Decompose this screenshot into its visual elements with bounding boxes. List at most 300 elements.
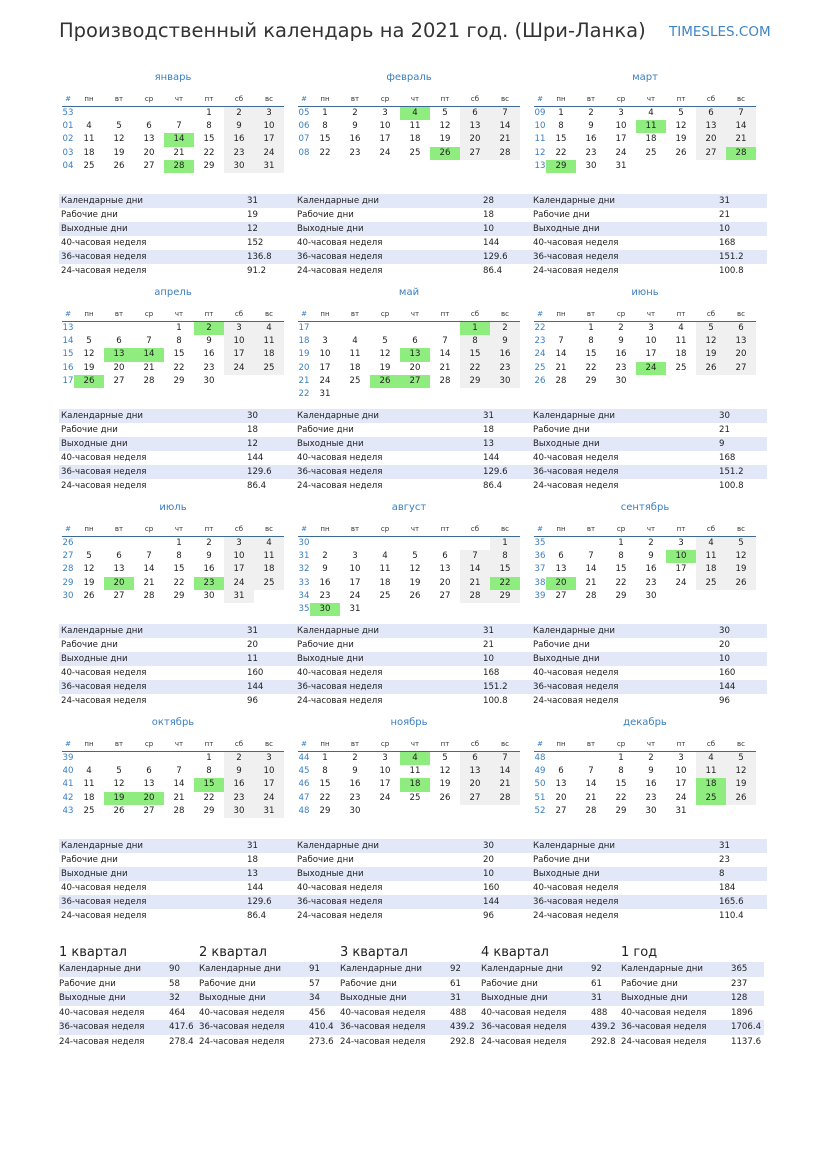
quarter-value: 31 — [450, 991, 483, 1006]
month-stats — [531, 839, 767, 923]
quarter-value: 1896 — [731, 1006, 764, 1021]
stat-row — [531, 839, 767, 853]
day-cell: 4 — [400, 752, 430, 766]
quarter-row — [481, 1006, 624, 1021]
week-number: 27 — [62, 551, 74, 562]
stat-value: 110.4 — [717, 909, 767, 923]
quarter-label: Календарные дни — [340, 962, 450, 977]
stat-row — [295, 895, 531, 909]
stat-label: 40-часовая неделя — [531, 881, 717, 895]
day-cell: 2 — [490, 322, 520, 336]
week-row — [534, 133, 756, 146]
weekday-header: ср — [606, 523, 636, 537]
quarter-label: Рабочие дни — [340, 977, 450, 992]
stat-value: 10 — [717, 652, 767, 666]
day-cell: 10 — [319, 349, 331, 360]
day-cell: 11 — [349, 349, 361, 360]
stat-row — [59, 652, 295, 666]
month-name: декабрь — [623, 717, 667, 728]
week-number: 13 — [62, 323, 74, 334]
day-cell: 28 — [173, 805, 185, 816]
stat-label: Рабочие дни — [59, 208, 245, 222]
week-number: 03 — [62, 147, 74, 158]
quarter-row — [481, 977, 624, 992]
day-cell: 17 — [349, 577, 361, 588]
stat-label: 40-часовая неделя — [531, 666, 717, 680]
stat-label: Календарные дни — [531, 624, 717, 638]
day-cell: 4 — [254, 537, 284, 551]
day-cell: 29 — [585, 375, 597, 386]
day-cell: 31 — [319, 389, 331, 400]
day-cell: 18 — [409, 134, 421, 145]
stat-label: 40-часовая неделя — [59, 236, 245, 250]
stat-label: Календарные дни — [59, 624, 245, 638]
quarter-value: 278.4 — [169, 1035, 202, 1050]
day-cell: 22 — [555, 147, 567, 158]
day-cell: 22 — [319, 792, 331, 803]
empty-cell — [164, 107, 194, 121]
stat-row — [295, 666, 531, 680]
day-cell: 12 — [675, 121, 687, 132]
stat-row — [59, 881, 295, 895]
quarter-label: Выходные дни — [59, 991, 169, 1006]
week-number: 45 — [298, 766, 310, 777]
day-cell: 7 — [460, 550, 490, 563]
empty-cell — [666, 590, 696, 603]
quarter-value: 273.6 — [309, 1035, 342, 1050]
quarter-value: 90 — [169, 962, 202, 977]
day-cell: 25 — [645, 147, 657, 158]
day-cell: 2 — [224, 752, 254, 766]
stat-label: Рабочие дни — [531, 423, 717, 437]
weekday-header: вт — [576, 308, 606, 322]
day-cell: 7 — [146, 336, 152, 347]
week-number: 29 — [62, 577, 74, 588]
quarter-row — [340, 977, 483, 992]
day-cell: 24 — [675, 577, 687, 588]
stat-label: Календарные дни — [295, 624, 481, 638]
quarter-label: Рабочие дни — [621, 977, 731, 992]
week-row — [298, 752, 520, 766]
stat-row — [59, 895, 295, 909]
day-cell: 15 — [585, 349, 597, 360]
day-cell: 5 — [116, 121, 122, 132]
month-stats — [531, 194, 767, 278]
week-row — [62, 563, 284, 576]
stat-row — [295, 236, 531, 250]
quarter-row — [621, 1020, 764, 1035]
day-cell: 10 — [675, 766, 687, 777]
day-cell: 17 — [645, 349, 657, 360]
day-cell: 6 — [146, 766, 152, 777]
week-row — [534, 335, 756, 348]
day-cell: 27 — [143, 160, 155, 171]
week-number: 09 — [534, 108, 546, 119]
weekday-header: чт — [400, 738, 430, 752]
stat-row — [531, 208, 767, 222]
month-name: март — [632, 72, 658, 83]
day-cell: 19 — [696, 348, 726, 361]
day-cell: 31 — [675, 805, 687, 816]
day-cell: 7 — [146, 551, 152, 562]
day-cell: 2 — [618, 323, 624, 334]
empty-cell — [696, 160, 726, 173]
empty-cell — [74, 107, 104, 121]
day-cell: 16 — [490, 348, 520, 361]
day-cell: 18 — [675, 349, 687, 360]
week-number: 17 — [62, 375, 74, 386]
stat-row — [59, 409, 295, 423]
day-cell: 14 — [585, 564, 597, 575]
day-cell: 15 — [173, 349, 185, 360]
week-row — [534, 590, 756, 603]
week-row — [534, 537, 756, 551]
week-row — [534, 362, 756, 375]
month-calendar — [298, 738, 520, 818]
day-cell: 20 — [546, 577, 576, 590]
stat-label: Календарные дни — [295, 409, 481, 423]
quarter-label: Выходные дни — [621, 991, 731, 1006]
empty-cell — [696, 375, 726, 388]
week-number: 32 — [298, 564, 310, 575]
empty-cell — [490, 388, 520, 401]
stat-row — [531, 250, 767, 264]
stat-row — [295, 465, 531, 479]
day-cell: 9 — [352, 121, 358, 132]
month-name: июль — [159, 502, 187, 513]
stat-label: 40-часовая неделя — [295, 451, 481, 465]
day-cell: 26 — [726, 577, 756, 590]
day-cell: 29 — [173, 590, 185, 601]
week-row — [534, 792, 756, 805]
week-row — [534, 147, 756, 160]
day-cell: 13 — [104, 348, 134, 361]
stat-label: 24-часовая неделя — [59, 909, 245, 923]
week-number: 08 — [298, 147, 310, 158]
day-cell: 3 — [224, 537, 254, 551]
day-cell: 12 — [83, 349, 95, 360]
stat-value: 8 — [717, 867, 767, 881]
weekday-header: вт — [576, 93, 606, 107]
week-row — [62, 778, 284, 791]
quarter-value: 58 — [169, 977, 202, 992]
brand-link[interactable]: TIMESLES.COM — [669, 24, 771, 40]
day-cell: 11 — [696, 550, 726, 563]
week-number: 14 — [62, 336, 74, 347]
day-cell: 19 — [104, 792, 134, 805]
week-number: 53 — [62, 108, 74, 119]
month-name: февраль — [386, 72, 432, 83]
quarter-label: Выходные дни — [340, 991, 450, 1006]
weekday-header: ср — [134, 523, 164, 537]
stat-value: 184 — [717, 881, 767, 895]
weekday-header: сб — [460, 523, 490, 537]
day-cell: 21 — [726, 133, 756, 146]
weekday-header: сб — [460, 738, 490, 752]
stat-label: Рабочие дни — [59, 423, 245, 437]
day-cell: 17 — [319, 362, 331, 373]
day-cell: 28 — [726, 147, 756, 160]
day-cell: 5 — [412, 551, 418, 562]
empty-cell — [430, 805, 460, 818]
week-row — [534, 752, 756, 766]
weekday-header: вс — [726, 738, 756, 752]
stat-value: 151.2 — [481, 680, 531, 694]
week-number: 04 — [62, 160, 74, 171]
stat-row — [531, 881, 767, 895]
quarter-label: 40-часовая неделя — [481, 1006, 591, 1021]
weekday-header: чт — [636, 93, 666, 107]
day-cell: 21 — [585, 792, 597, 803]
stat-row — [295, 264, 531, 278]
day-cell: 26 — [113, 160, 125, 171]
quarter-row — [621, 991, 764, 1006]
day-cell: 11 — [696, 765, 726, 778]
day-cell: 23 — [224, 792, 254, 805]
day-cell: 20 — [409, 362, 421, 373]
stat-label: Рабочие дни — [295, 638, 481, 652]
day-cell: 31 — [224, 590, 254, 603]
week-number: 31 — [298, 551, 310, 562]
empty-cell — [104, 752, 134, 766]
stat-label: 24-часовая неделя — [531, 479, 717, 493]
day-cell: 13 — [143, 779, 155, 790]
week-number: 01 — [62, 121, 74, 132]
day-cell: 30 — [585, 160, 597, 171]
empty-cell — [726, 375, 756, 388]
day-cell: 29 — [173, 375, 185, 386]
stat-value: 129.6 — [481, 465, 531, 479]
stat-value: 168 — [717, 236, 767, 250]
quarter-title: 4 квартал — [481, 945, 549, 960]
weekday-header: сб — [696, 93, 726, 107]
weekday-header: вс — [726, 93, 756, 107]
week-row — [534, 765, 756, 778]
day-cell: 6 — [116, 551, 122, 562]
stat-value: 13 — [481, 437, 531, 451]
quarter-row — [59, 962, 202, 977]
day-cell: 30 — [645, 590, 657, 601]
day-cell: 11 — [409, 121, 421, 132]
week-number: 48 — [534, 753, 546, 764]
weekday-header: сб — [224, 308, 254, 322]
week-row — [62, 805, 284, 818]
day-cell: 13 — [555, 779, 567, 790]
week-number: 35 — [534, 538, 546, 549]
week-header: # — [534, 523, 546, 537]
day-cell: 4 — [86, 121, 92, 132]
quarter-label: 36-часовая неделя — [199, 1020, 309, 1035]
quarter-value: 439.2 — [450, 1020, 483, 1035]
day-cell: 12 — [113, 779, 125, 790]
day-cell: 3 — [648, 323, 654, 334]
day-cell: 25 — [409, 792, 421, 803]
stat-value: 31 — [717, 839, 767, 853]
empty-cell — [546, 537, 576, 551]
stat-row — [531, 194, 767, 208]
day-cell: 12 — [726, 765, 756, 778]
day-cell: 21 — [490, 778, 520, 791]
stat-row — [59, 264, 295, 278]
day-cell: 5 — [382, 336, 388, 347]
stat-value: 31 — [245, 194, 295, 208]
day-cell: 29 — [546, 160, 576, 173]
day-cell: 26 — [409, 590, 421, 601]
stat-label: 40-часовая неделя — [295, 881, 481, 895]
day-cell: 22 — [203, 792, 215, 803]
month-calendar — [534, 308, 756, 388]
empty-cell — [134, 752, 164, 766]
week-number: 50 — [534, 779, 546, 790]
stat-value: 12 — [245, 437, 295, 451]
day-cell: 11 — [83, 134, 95, 145]
day-cell: 23 — [615, 362, 627, 373]
day-cell: 14 — [460, 563, 490, 576]
day-cell: 19 — [675, 134, 687, 145]
day-cell: 8 — [588, 336, 594, 347]
stat-value: 30 — [245, 409, 295, 423]
day-cell: 30 — [224, 160, 254, 173]
day-cell: 4 — [400, 107, 430, 121]
stat-value: 144 — [481, 451, 531, 465]
day-cell: 20 — [143, 147, 155, 158]
day-cell: 12 — [409, 564, 421, 575]
quarter-row — [199, 977, 342, 992]
month-name: август — [391, 502, 427, 513]
stat-label: 36-часовая неделя — [295, 895, 481, 909]
month-stats — [295, 624, 531, 708]
stat-row — [59, 423, 295, 437]
empty-cell — [104, 107, 134, 121]
quarter-block — [199, 944, 342, 1049]
day-cell: 30 — [203, 590, 215, 601]
weekday-header: сб — [224, 738, 254, 752]
weekday-header: ср — [134, 308, 164, 322]
day-cell: 11 — [254, 335, 284, 348]
month-calendar — [62, 523, 284, 603]
stat-label: Выходные дни — [295, 222, 481, 236]
weekday-header: пн — [546, 308, 576, 322]
week-number: 02 — [62, 134, 74, 145]
day-cell: 1 — [322, 108, 328, 119]
month-stats — [59, 624, 295, 708]
week-row — [298, 133, 520, 146]
stat-label: 40-часовая неделя — [59, 881, 245, 895]
stat-row — [295, 638, 531, 652]
stat-label: 40-часовая неделя — [295, 666, 481, 680]
weekday-header: чт — [164, 738, 194, 752]
day-cell: 23 — [645, 577, 657, 588]
stat-row — [59, 638, 295, 652]
stat-label: Календарные дни — [295, 839, 481, 853]
quarter-title: 1 квартал — [59, 945, 127, 960]
quarter-row — [340, 1020, 483, 1035]
weekday-header: пт — [194, 93, 224, 107]
stat-label: 40-часовая неделя — [531, 451, 717, 465]
day-cell: 25 — [349, 375, 361, 386]
day-cell: 15 — [173, 564, 185, 575]
empty-cell — [104, 537, 134, 551]
empty-cell — [370, 805, 400, 818]
stat-label: Рабочие дни — [295, 853, 481, 867]
day-cell: 13 — [460, 120, 490, 133]
stat-value: 13 — [245, 867, 295, 881]
week-row — [534, 322, 756, 336]
empty-cell — [460, 537, 490, 551]
week-header: # — [62, 523, 74, 537]
day-cell: 24 — [349, 590, 361, 601]
day-cell: 15 — [194, 778, 224, 791]
stat-value: 20 — [245, 638, 295, 652]
day-cell: 7 — [490, 107, 520, 121]
day-cell: 23 — [224, 147, 254, 160]
day-cell: 6 — [696, 107, 726, 121]
empty-cell — [134, 322, 164, 336]
day-cell: 8 — [206, 766, 212, 777]
day-cell: 25 — [83, 805, 95, 816]
day-cell: 13 — [400, 348, 430, 361]
weekday-header: вт — [340, 523, 370, 537]
empty-cell — [726, 590, 756, 603]
day-cell: 10 — [224, 335, 254, 348]
day-cell: 13 — [460, 765, 490, 778]
day-cell: 22 — [585, 362, 597, 373]
empty-cell — [430, 603, 460, 616]
day-cell: 27 — [555, 590, 567, 601]
day-cell: 11 — [83, 779, 95, 790]
weekday-header: ср — [606, 308, 636, 322]
week-row — [534, 778, 756, 791]
week-number: 18 — [298, 336, 310, 347]
day-cell: 31 — [254, 805, 284, 818]
stat-value: 21 — [717, 208, 767, 222]
day-cell: 6 — [460, 107, 490, 121]
day-cell: 17 — [224, 348, 254, 361]
day-cell: 3 — [678, 753, 684, 764]
day-cell: 19 — [726, 778, 756, 791]
day-cell: 1 — [618, 753, 624, 764]
stat-value: 86.4 — [481, 264, 531, 278]
empty-cell — [340, 388, 370, 401]
day-cell: 2 — [648, 538, 654, 549]
day-cell: 25 — [409, 147, 421, 158]
empty-cell — [224, 375, 254, 388]
empty-cell — [340, 322, 370, 336]
stat-value: 129.6 — [245, 465, 295, 479]
stat-row — [295, 694, 531, 708]
stat-value: 151.2 — [717, 465, 767, 479]
empty-cell — [726, 805, 756, 818]
day-cell: 19 — [113, 147, 125, 158]
quarter-label: Выходные дни — [481, 991, 591, 1006]
week-row — [62, 107, 284, 121]
empty-cell — [430, 388, 460, 401]
day-cell: 4 — [678, 323, 684, 334]
day-cell: 15 — [615, 564, 627, 575]
month-stats — [59, 409, 295, 493]
stat-label: Рабочие дни — [531, 208, 717, 222]
weekday-header: чт — [164, 308, 194, 322]
day-cell: 29 — [203, 805, 215, 816]
week-row — [298, 805, 520, 818]
weekday-header: ср — [370, 738, 400, 752]
day-cell: 8 — [460, 335, 490, 348]
stat-row — [59, 839, 295, 853]
day-cell: 27 — [726, 362, 756, 375]
weekday-header: чт — [164, 523, 194, 537]
day-cell: 5 — [696, 322, 726, 336]
month-name: ноябрь — [390, 717, 428, 728]
